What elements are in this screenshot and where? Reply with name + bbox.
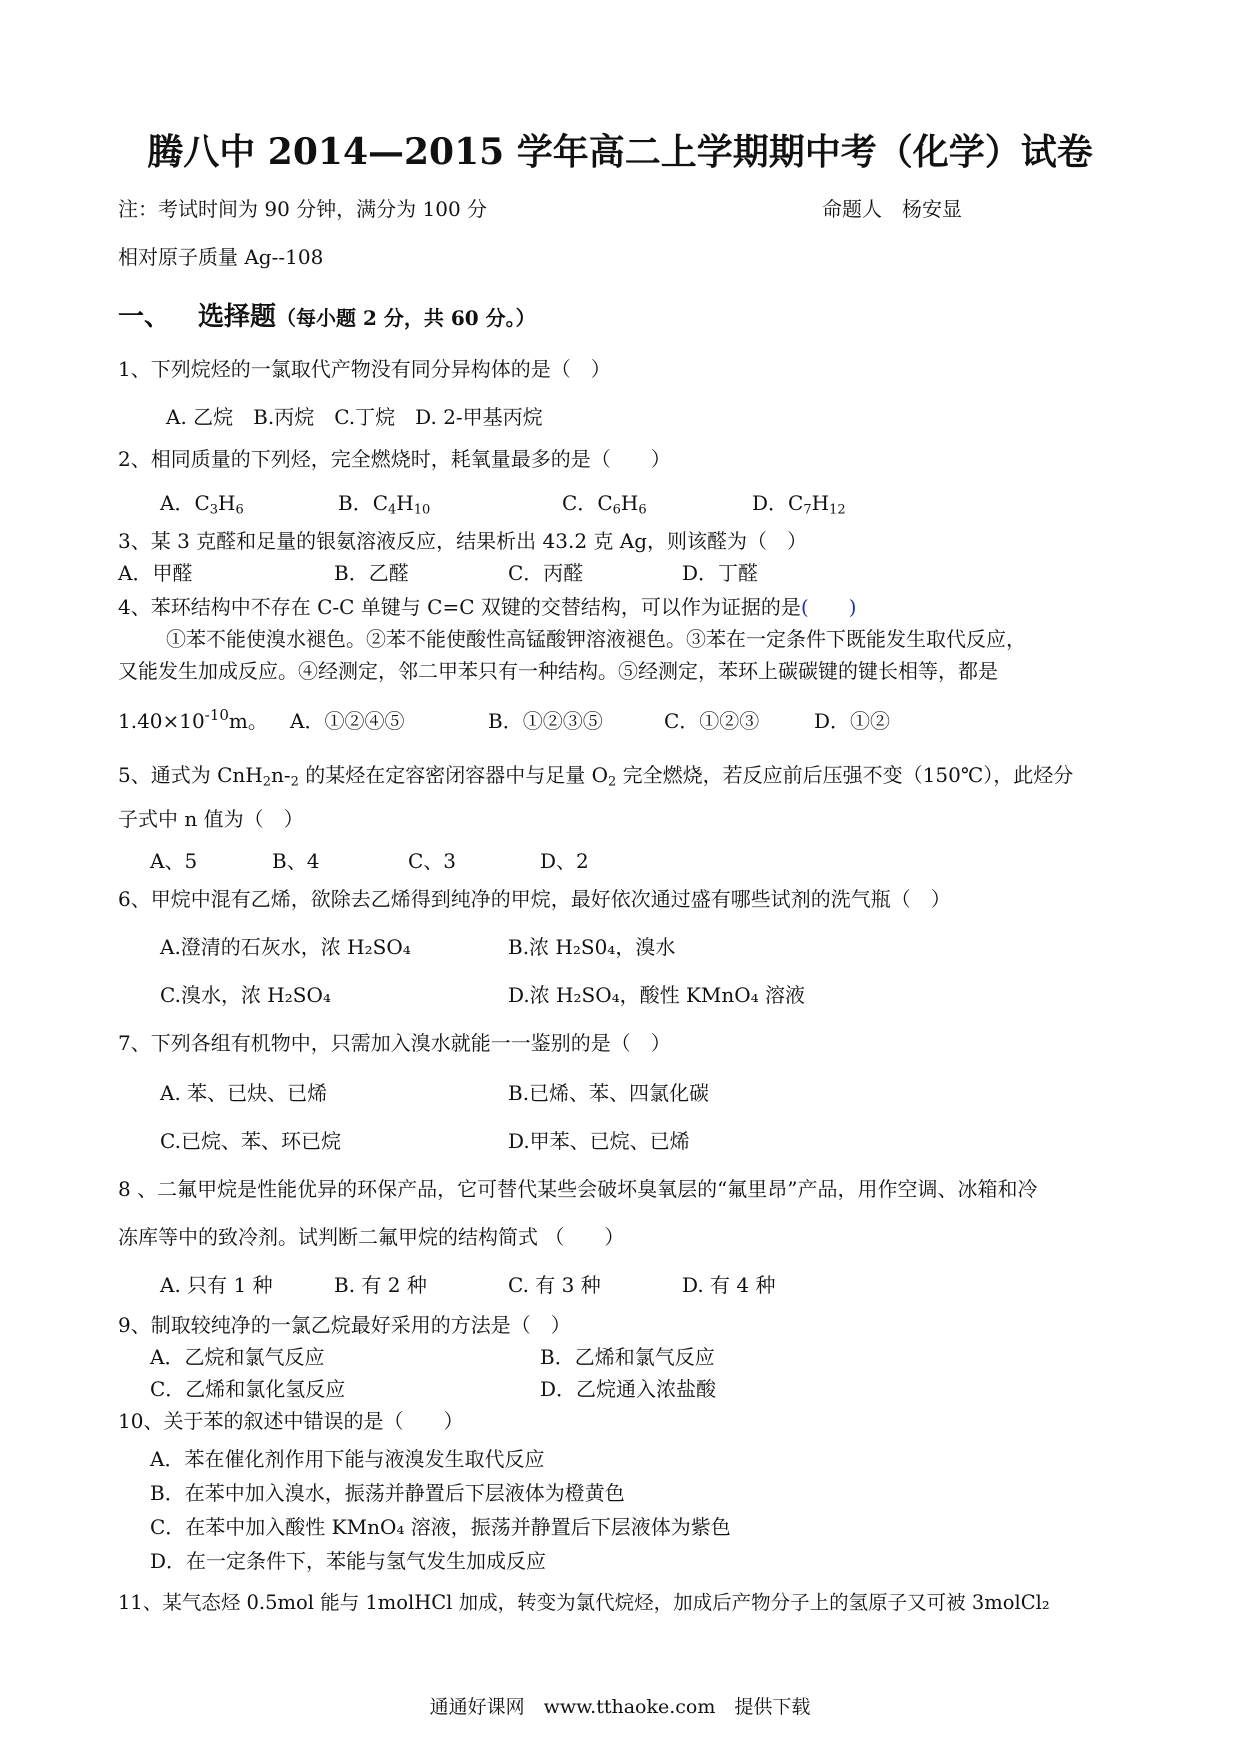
q4-option-b: B．①②③⑤ bbox=[488, 709, 603, 733]
section-number: 一、 bbox=[118, 302, 171, 332]
q10-stem: 10、关于苯的叙述中错误的是（ ） bbox=[118, 1409, 464, 1433]
q7-option-d: D.甲苯、已烷、已烯 bbox=[508, 1129, 690, 1153]
q4-line3: 又能发生加成反应。④经测定，邻二甲苯只有一种结构。⑤经测定，苯环上碳碳键的键长相等，都是 bbox=[118, 659, 998, 683]
q11-stem: 11、某气态烃 0.5mol 能与 1molHCl 加成，转变为氯代烷烃，加成后产物分子上的氢原子又可被 3molCl₂ bbox=[118, 1591, 1050, 1614]
section-detail: （每小题 2 分，共 60 分。） bbox=[276, 306, 536, 330]
section-name: 选择题 bbox=[198, 302, 277, 332]
q3-option-b: B．乙醛 bbox=[334, 561, 409, 585]
q5-option-b: B、4 bbox=[272, 849, 320, 873]
q7-stem: 7、下列各组有机物中，只需加入溴水就能一一鉴别的是（ ） bbox=[118, 1031, 671, 1055]
q9-option-b: B．乙烯和氯气反应 bbox=[540, 1345, 715, 1369]
q5-option-c: C、3 bbox=[408, 849, 457, 873]
q9-option-d: D．乙烷通入浓盐酸 bbox=[540, 1377, 717, 1401]
q2-stem: 2、相同质量的下列烃，完全燃烧时，耗氧量最多的是（ ） bbox=[118, 447, 671, 471]
q4-value: $1.40\times 10^{-10}m$。 bbox=[118, 705, 268, 733]
q8-line2: 冻库等中的致冷剂。试判断二氟甲烷的结构简式 （ ） bbox=[118, 1225, 625, 1249]
q5-stem: 5、通式为 $CnH_2n-_2$ 的某烃在定容密闭容器中与足量 $O_2$ 完全燃烧，若反应前后压强不变（150℃），此烃分 bbox=[118, 763, 1074, 790]
q8-option-b: B. 有 2 种 bbox=[334, 1273, 427, 1297]
q6-stem: 6、甲烷中混有乙烯，欲除去乙烯得到纯净的甲烷，最好依次通过盛有哪些试剂的洗气瓶（ ） bbox=[118, 887, 951, 911]
q10-option-b: B．在苯中加入溴水，振荡并静置后下层液体为橙黄色 bbox=[150, 1481, 625, 1505]
q10-option-a: A．苯在催化剂作用下能与液溴发生取代反应 bbox=[150, 1447, 545, 1471]
q1-stem: 1、下列烷烃的一氯取代产物没有同分异构体的是（ ） bbox=[118, 357, 611, 381]
q4-option-d: D．①② bbox=[814, 709, 891, 733]
q4-option-a: A．①②④⑤ bbox=[290, 709, 405, 733]
q10-option-d: D．在一定条件下，苯能与氢气发生加成反应 bbox=[150, 1549, 547, 1573]
page-title: 腾八中 2014—2015 学年高二上学期期中考（化学）试卷 bbox=[147, 131, 1093, 173]
q9-option-c: C．乙烯和氯化氢反应 bbox=[150, 1377, 346, 1401]
q5-line2: 子式中 n 值为（ ） bbox=[118, 807, 304, 831]
q10-option-c: C．在苯中加入酸性 KMnO₄ 溶液，振荡并静置后下层液体为紫色 bbox=[150, 1515, 731, 1539]
q7-option-a: A. 苯、已炔、已烯 bbox=[160, 1081, 328, 1105]
q8-option-d: D. 有 4 种 bbox=[682, 1273, 776, 1297]
q4-stem: 4、苯环结构中不存在 C-C 单键与 C=C 双键的交替结构，可以作为证据的是( ) bbox=[118, 595, 857, 619]
q6-option-d: D.浓 H₂SO₄，酸性 KMnO₄ 溶液 bbox=[508, 983, 806, 1007]
q5-option-d: D、2 bbox=[540, 849, 589, 873]
q8-option-a: A. 只有 1 种 bbox=[160, 1273, 273, 1297]
q3-option-d: D．丁醛 bbox=[682, 561, 759, 585]
q3-stem: 3、某 3 克醛和足量的银氨溶液反应，结果析出 43.2 克 Ag，则该醛为（ ） bbox=[118, 529, 808, 553]
exam-note: 注：考试时间为 90 分钟，满分为 100 分 bbox=[118, 197, 488, 221]
q1-options: A. 乙烷 B.丙烷 C.丁烷 D. 2-甲基丙烷 bbox=[166, 405, 543, 429]
q3-option-a: A．甲醛 bbox=[118, 561, 193, 585]
q2-option-b: B．$C_4H_{10}$ bbox=[338, 491, 431, 518]
page-footer: 通通好课网 www.tthaoke.com 提供下载 bbox=[429, 1696, 811, 1718]
q9-option-a: A．乙烷和氯气反应 bbox=[150, 1345, 325, 1369]
q3-option-c: C．丙醛 bbox=[508, 561, 584, 585]
q6-option-a: A.澄清的石灰水，浓 H₂SO₄ bbox=[160, 935, 411, 959]
q2-option-d: D．$C_7H_{12}$ bbox=[752, 491, 846, 518]
q4-line2: ①苯不能使溴水褪色。②苯不能使酸性高锰酸钾溶液褪色。③苯在一定条件下既能发生取代反应， bbox=[166, 627, 1026, 651]
q2-option-c: C．$C_6H_6$ bbox=[562, 491, 647, 518]
q8-stem: 8 、二氟甲烷是性能优异的环保产品，它可替代某些会破坏臭氧层的“氟里昂”产品，用作空调、冰箱和冷 bbox=[118, 1177, 1038, 1201]
q7-option-b: B.已烯、苯、四氯化碳 bbox=[508, 1081, 710, 1105]
author: 命题人 杨安显 bbox=[822, 197, 962, 221]
atomic-mass: 相对原子质量 Ag--108 bbox=[118, 245, 324, 269]
q6-option-c: C.溴水，浓 H₂SO₄ bbox=[160, 983, 331, 1007]
q8-option-c: C. 有 3 种 bbox=[508, 1273, 601, 1297]
section-header bbox=[118, 300, 536, 335]
q5-option-a: A、5 bbox=[150, 849, 198, 873]
q6-option-b: B.浓 H₂S0₄，溴水 bbox=[508, 935, 676, 959]
q9-stem: 9、制取较纯净的一氯乙烷最好采用的方法是（ ） bbox=[118, 1313, 571, 1337]
q2-option-a: A．$C_3H_6$ bbox=[160, 491, 244, 518]
q4-option-c: C．①②③ bbox=[664, 709, 760, 733]
q7-option-c: C.已烷、苯、环已烷 bbox=[160, 1129, 341, 1153]
